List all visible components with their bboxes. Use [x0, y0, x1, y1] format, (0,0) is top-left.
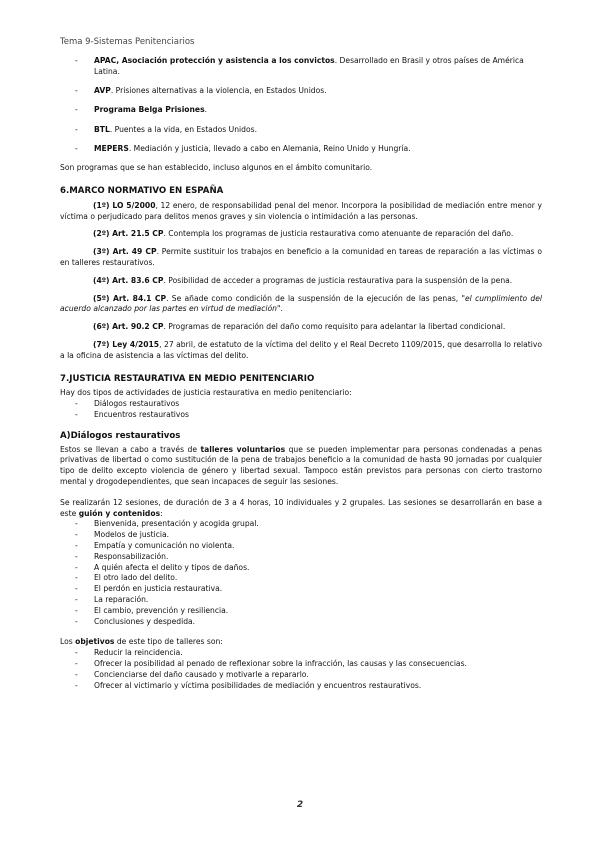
- list-item: - El cambio, prevención y resiliencia.: [75, 605, 229, 615]
- paragraph: (2º) Art. 21.5 CP. Contempla los programas de justicia restaurativa como atenuante de reparación del daño.: [93, 229, 514, 239]
- list-item: - Ofrecer al victimario y víctima posibilidades de mediación y encuentros restaurativos.: [75, 680, 422, 690]
- paragraph: Se realizarán 12 sesiones, de duración de 3 a 4 horas, 10 individuales y 2 grupales. Las sesiones se desarrollarán en base a este guión y contenidos:: [60, 497, 542, 518]
- list-item: - Encuentros restaurativos: [75, 410, 190, 420]
- list-item: - Conclusiones y despedida.: [75, 616, 196, 626]
- paragraph: (7º) Ley 4/2015, 27 abril, de estatuto de la víctima del delito y el Real Decreto 1109/2015, que desarrolla lo relativo a la oficina de asistencia a las víctimas del delito.: [60, 340, 542, 360]
- session-list: [60, 519, 542, 627]
- list-item: - Reducir la reincidencia.: [75, 648, 183, 658]
- paragraph: (5º) Art. 84.1 CP. Se añade como condición de la suspensión de la ejecución de las penas, "el cumplimiento del acuerdo alcanzado por las partes en virtud de mediación".: [60, 293, 542, 314]
- list-item: - Ofrecer la posibilidad al penado de reflexionar sobre la infracción, las causas y las consecuencias.: [75, 658, 467, 668]
- list-item: - Modelos de justicia.: [75, 530, 170, 540]
- list-item: - APAC, Asociación protección y asistencia a los convictos. Desarrollado en Brasil y otros países de América Latina.: [75, 56, 524, 76]
- paragraph: (3º) Art. 49 CP. Permite sustituir los trabajos en beneficio a la comunidad en tareas de reparación a las víctimas o en talleres restaurativos.: [60, 247, 542, 268]
- paragraph: (1º) LO 5/2000, 12 enero, de responsabilidad penal del menor. Incorpora la posibilidad de mediación entre menor y víctima o perjudicado para delitos menos graves y sin violencia o intimidación a las personas.: [60, 200, 542, 221]
- list-item: - Responsabilización.: [75, 551, 169, 561]
- paragraph: Son programas que se han establecido, incluso algunos en el ámbito comunitario.: [60, 163, 373, 173]
- subsection-heading: A)Diálogos restaurativos: [60, 430, 181, 441]
- list-item: - El otro lado del delito.: [75, 573, 178, 583]
- list-item: - El perdón en justicia restaurativa.: [75, 584, 223, 594]
- list-item: - Concienciarse del daño causado y motivarle a repararlo.: [75, 669, 309, 679]
- list-item: - AVP. Prisiones alternativas a la violencia, en Estados Unidos.: [75, 86, 327, 96]
- list-item: - Diálogos restaurativos: [75, 399, 180, 409]
- section-heading: 7.JUSTICIA RESTAURATIVA EN MEDIO PENITENCIARIO: [60, 373, 315, 384]
- list-item: - Empatía y comunicación no violenta.: [75, 541, 235, 550]
- paragraph: Los objetivos de este tipo de talleres son:: [60, 637, 223, 647]
- list-item: - La reparación.: [75, 594, 149, 604]
- page-number: 2: [296, 800, 304, 810]
- paragraph: Hay dos tipos de actividades de justicia restaurativa en medio penitenciario:: [60, 388, 352, 398]
- paragraph: (6º) Art. 90.2 CP. Programas de reparación del daño como requisito para adelantar la libertad condicional.: [93, 322, 506, 332]
- list-item: - Programa Belga Prisiones.: [75, 105, 208, 115]
- objective-list: [60, 648, 542, 691]
- paragraph: (4º) Art. 83.6 CP. Posibilidad de acceder a programas de justicia restaurativa para la suspensión de la pena.: [93, 275, 513, 285]
- paragraph: Estos se llevan a cabo a través de talleres voluntarios que se pueden implementar para personas condenadas a penas privativas de libertad o como sustitución de la pena de trabajos beneficio a la comunidad de hasta 90 jornadas por cualquier tipo de delito excepto violencia de género y libertad sexual. Tampoco están previstos para personas con cierto trastorno mental y drogodependientes, que sean incapaces de seguir las sesiones.: [60, 444, 543, 487]
- list-item: - A quién afecta el delito y tipos de daños.: [75, 562, 250, 572]
- document-body: [60, 56, 542, 691]
- list-item: - MEPERS. Mediación y justicia, llevado a cabo en Alemania, Reino Unido y Hungría.: [75, 143, 411, 153]
- list-item: - Bienvenida, presentación y acogida grupal.: [75, 519, 259, 529]
- program-list: [60, 56, 542, 155]
- section-heading: 6.MARCO NORMATIVO EN ESPAÑA: [60, 186, 224, 197]
- list-item: - BTL. Puentes a la vida, en Estados Unidos.: [75, 124, 257, 134]
- running-header: Tema 9-Sistemas Penitenciarios: [60, 37, 195, 47]
